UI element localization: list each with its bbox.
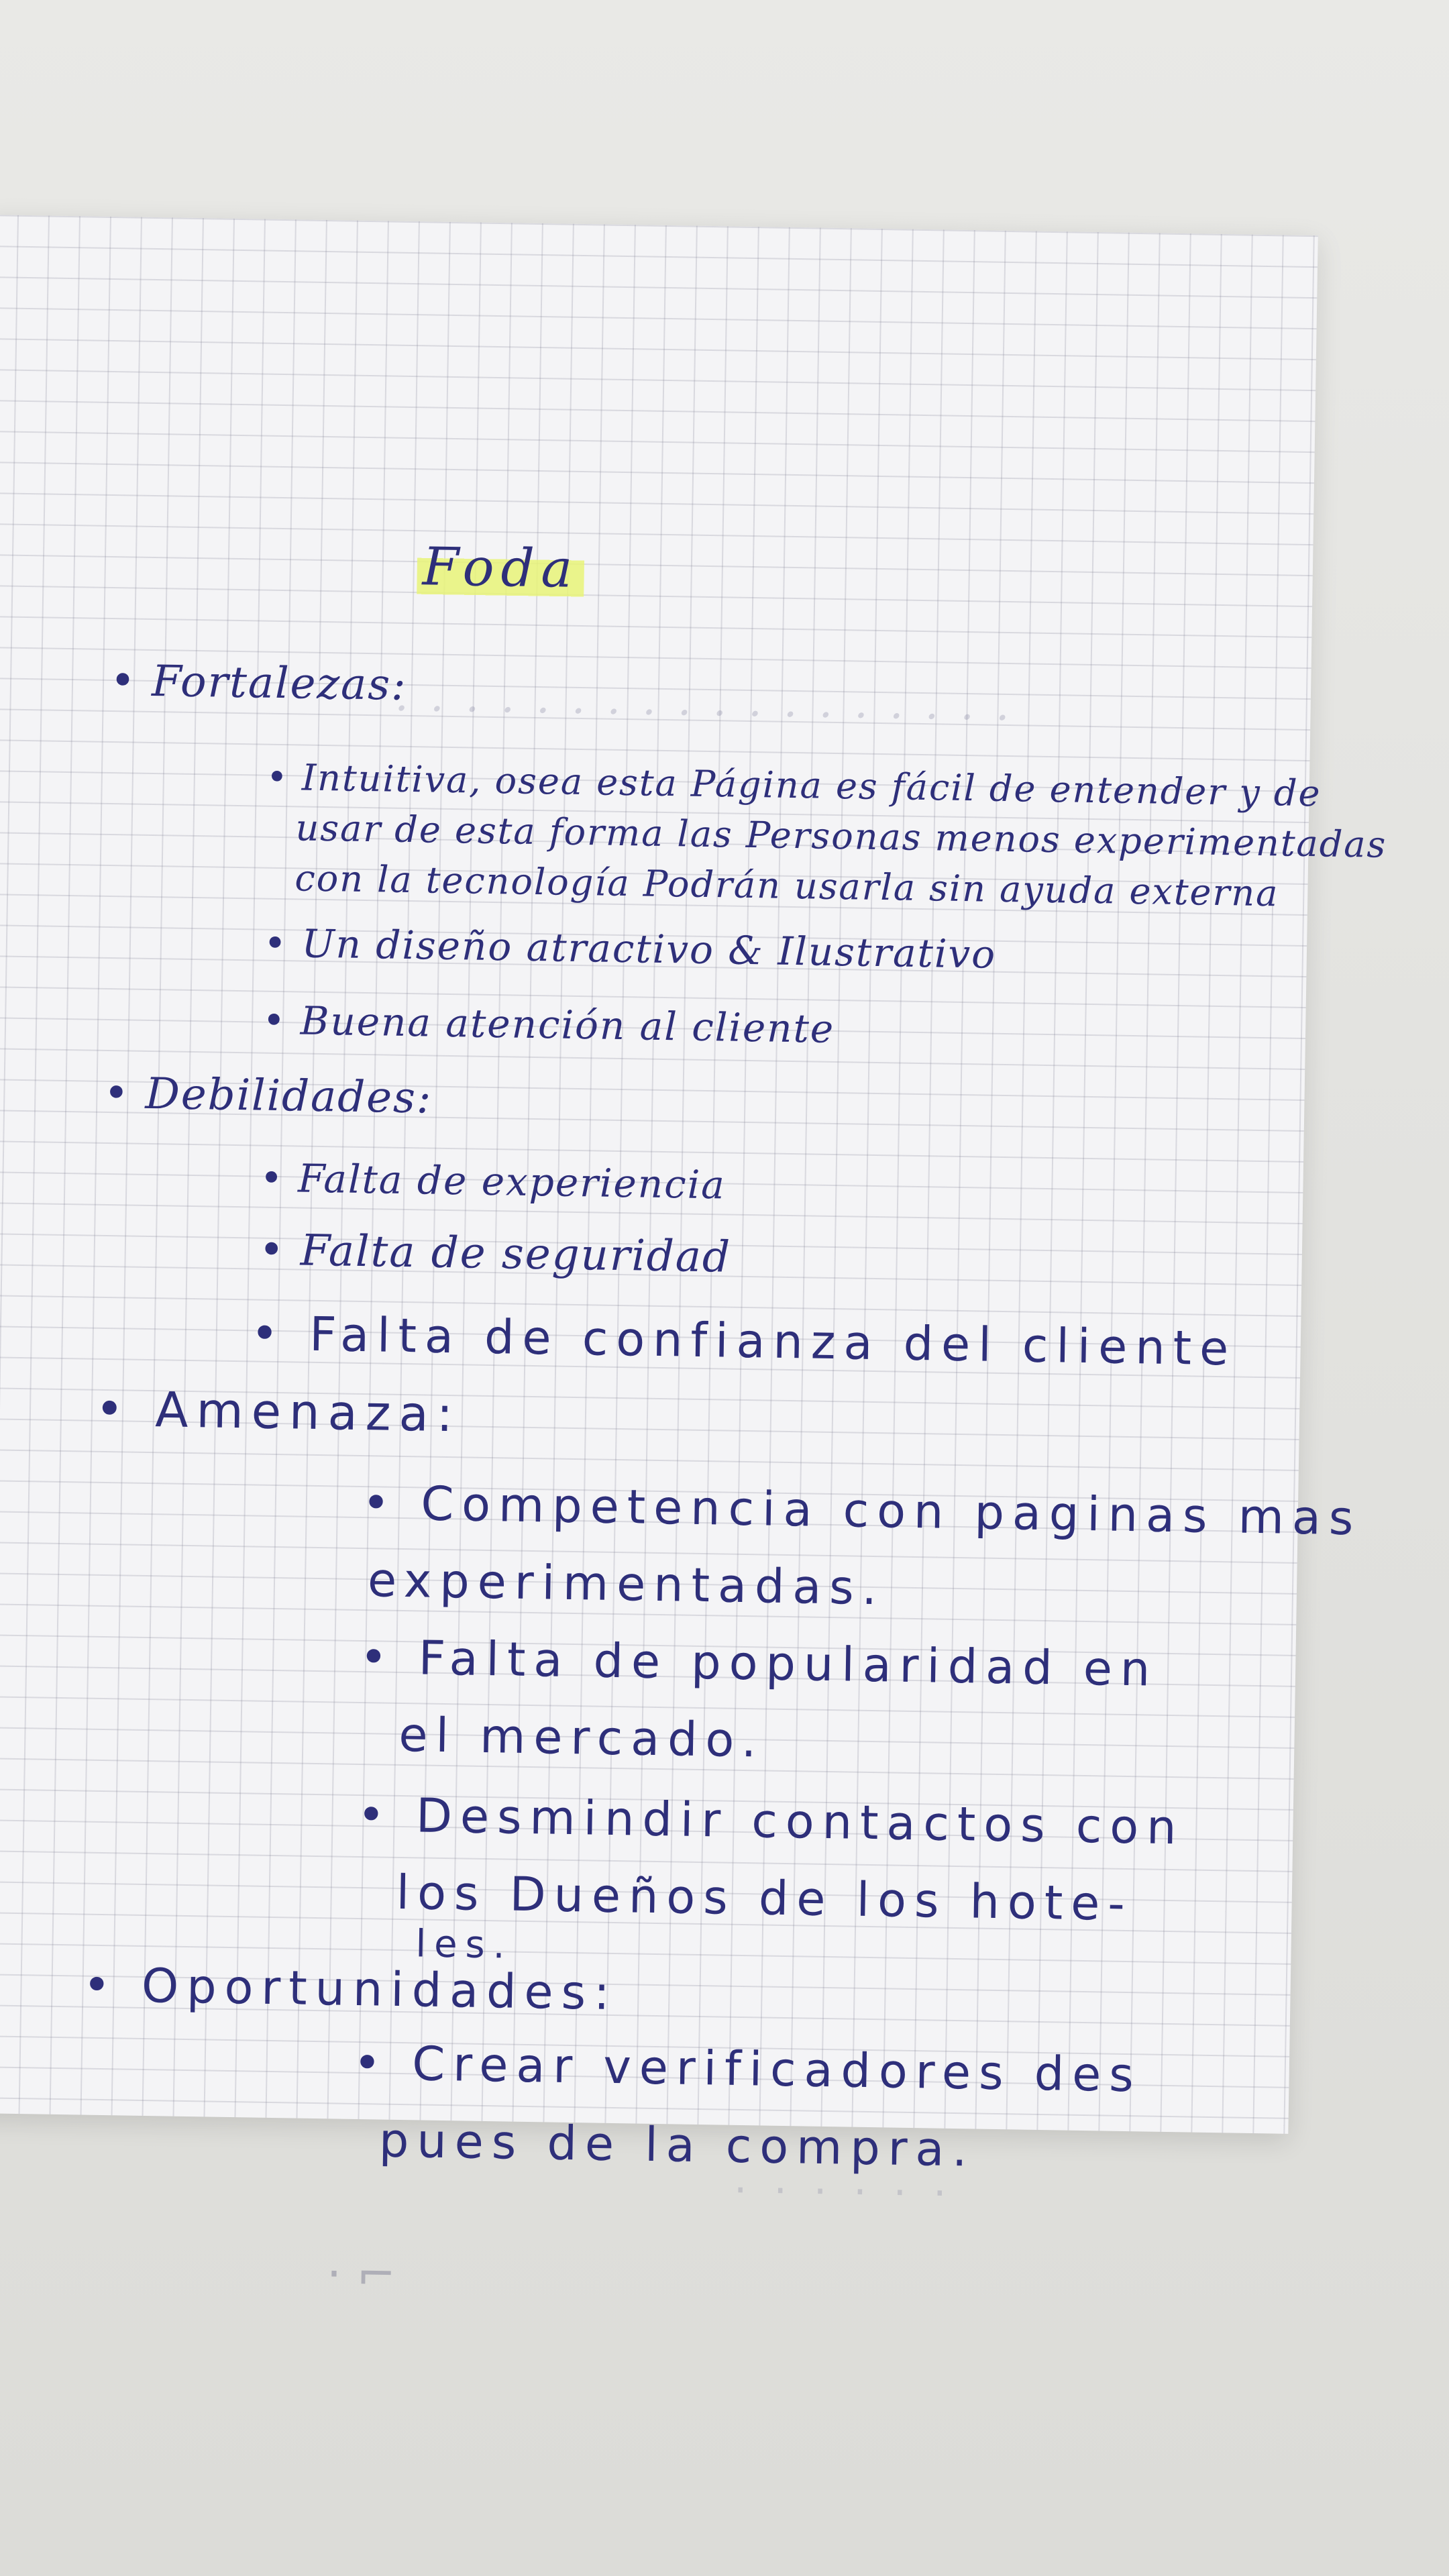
fortaleza-item-2: • Un diseño atractivo & Ilustrativo (263, 920, 997, 977)
fortaleza-line-2: usar de esta forma las Personas menos experimentadas (295, 806, 1387, 866)
amenaza-line-2: experimentadas. (367, 1552, 885, 1616)
show-through-text: · · · · · · · · · · · · · · · · · · (394, 684, 1014, 744)
debilidad-item-2: • Falta de seguridad (258, 1225, 732, 1283)
heading-debilidades: • Debilidades: (103, 1068, 433, 1124)
amenaza-line-4: el mercado. (398, 1707, 765, 1768)
debilidad-item-3: • Falta de confianza del cliente (250, 1305, 1237, 1377)
amenaza-line-3: • Falta de popularidad en (359, 1629, 1159, 1697)
show-through-text-bottom: · · · · · · (733, 2165, 954, 2218)
notebook-page (0, 215, 1387, 2302)
heading-oportunidades: • Oportunidades: (82, 1957, 619, 2021)
fortaleza-line-3: con la tecnología Podrán usarla sin ayuda externa (294, 857, 1279, 915)
page-title: Foda (417, 537, 585, 600)
fortaleza-item-3: • Buena atención al cliente (262, 997, 835, 1053)
heading-fortalezas: • Fortalezas: (109, 655, 408, 710)
pencil-mark: · ⌐ (326, 2246, 396, 2302)
oportunidad-line-1: • Crear verificadores des (353, 2035, 1142, 2103)
oportunidad-line-2: pues de la compra. (378, 2112, 976, 2178)
amenaza-line-1: • Competencia con paginas mas (362, 1475, 1362, 1546)
amenaza-line-6: los Dueños de los hote- (396, 1864, 1134, 1932)
fortaleza-line-1: • Intuitiva, osea esta Página es fácil de entender y de (266, 755, 1322, 815)
debilidad-item-1: • Falta de experiencia (259, 1155, 727, 1208)
amenaza-line-5: • Desmindir contactos con (356, 1786, 1185, 1856)
amenaza-line-7: les. (415, 1922, 514, 1968)
heading-amenaza: • Amenaza: (95, 1380, 462, 1443)
